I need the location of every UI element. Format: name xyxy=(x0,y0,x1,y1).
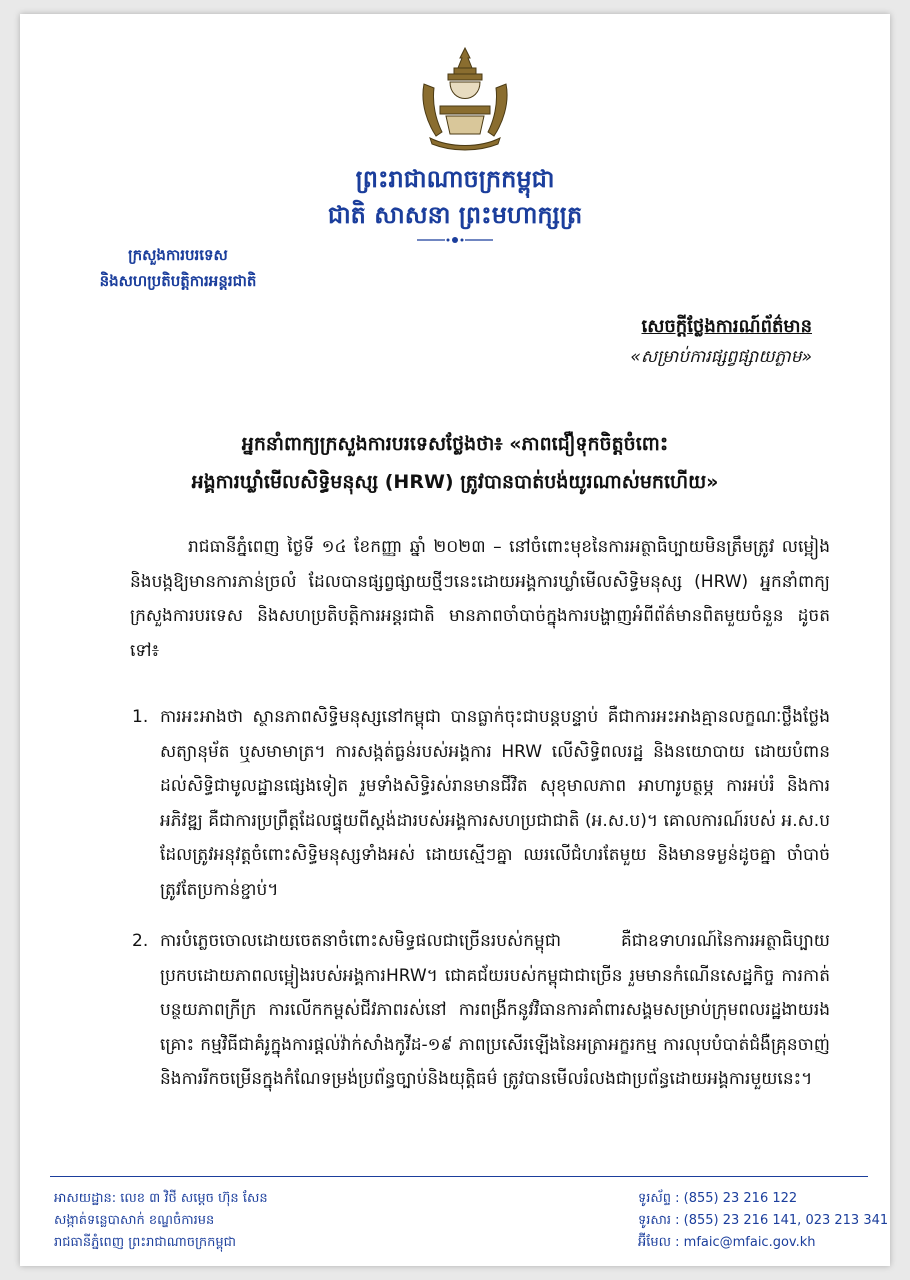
ministry-name: ក្រសួងការបរទេស xyxy=(128,246,228,264)
intro-text: រាជធានីភ្នំពេញ ថ្ងៃទី ១៤ ខែកញ្ញា ឆ្នាំ ២០២៣ – នៅចំពោះមុខនៃការអត្ថាធិប្បាយមិនត្រឹមត្រូវ លម្អៀង និងបង្កឱ្យមានការភាន់ច្រលំ ដែលបានផ្សព្វផ្សាយថ្មីៗនេះដោយអង្គការឃ្លាំមើលសិទ្ធិមនុស្ស (HRW) អ្នកនាំពាក្យក្រសួងការបរទេស និងសហប្រតិបត្តិការអន្តរជាតិ មានភាពចាំបាច់ក្នុងការបង្ហាញអំពីព័ត៌មានពិតមួយចំនួន ដូចតទៅ៖ xyxy=(130,537,830,661)
decorative-divider-icon xyxy=(415,234,495,246)
phone-number: ទូរស័ព្ទ : (855) 23 216 122 xyxy=(638,1191,798,1206)
fax-number: ទូរសារ : (855) 23 216 141, 023 213 341 xyxy=(638,1213,889,1228)
footer-divider xyxy=(50,1176,868,1177)
footer-contact xyxy=(638,1188,888,1254)
royal-coat-of-arms-icon xyxy=(410,44,520,154)
headline-line-2: អង្គការឃ្លាំមើលសិទ្ធិមនុស្ស (HRW) ត្រូវបានបាត់បង់យូរណាស់មកហើយ» xyxy=(191,471,719,493)
list-item-text: ការបំភ្លេចចោលដោយចេតនាចំពោះសមិទ្ធផលជាច្រើនរបស់កម្ពុជា គឺជាឧទាហរណ៍នៃការអត្ថាធិប្បាយប្រកបដោយភាពលម្អៀងរបស់អង្គការHRW។ ជោគជ័យរបស់កម្ពុជាជាច្រើន រួមមានកំណើនសេដ្ឋកិច្ច ការកាត់បន្ថយភាពក្រីក្រ ការលើកកម្ពស់ជីវភាពរស់នៅ ការពង្រីកនូវវិធានការគាំពារសង្គមសម្រាប់ក្រុមពលរដ្ឋងាយរងគ្រោះ កម្មវិធីជាគំរូក្នុងការផ្តល់វ៉ាក់សាំងកូវីដ-១៩ ភាពប្រសើរឡើងនៃអត្រាអក្ខរកម្ម ការលុបបំបាត់ជំងឺគ្រុនចាញ់ និងការរីកចម្រើនក្នុងកំណែទម្រង់ប្រព័ន្ធច្បាប់និងយុត្តិធម៌ ត្រូវបានមើលរំលងជាប្រព័ន្ធដោយអង្គការមួយនេះ។ xyxy=(160,931,830,1089)
ministry-name-cont: និងសហប្រតិបត្តិការអន្តរជាតិ xyxy=(99,272,257,290)
headline-line-1: អ្នកនាំពាក្យក្រសួងការបរទេសថ្លែងថា៖ «ភាពជឿទុកចិត្តចំពោះ xyxy=(241,433,669,455)
email-address: អ៊ីមែល : mfaic@mfaic.gov.kh xyxy=(638,1235,816,1250)
list-item-number: 2. xyxy=(132,931,149,951)
kingdom-title: ព្រះរាជាណាចក្រកម្ពុជា xyxy=(355,164,555,193)
list-item xyxy=(132,700,830,907)
footer-address xyxy=(54,1188,268,1254)
list-item-text: ការអះអាងថា ស្ថានភាពសិទ្ធិមនុស្សនៅកម្ពុជា បានធ្លាក់ចុះជាបន្តបន្ទាប់ គឺជាការអះអាងគ្មានលក្ខណៈថ្លឹងថ្លែង សត្យានុម័ត ឬសមាមាត្រ។ ការសង្កត់ធ្ងន់របស់អង្គការ HRW លើសិទ្ធិពលរដ្ឋ និងនយោបាយ ដោយបំពានដល់សិទ្ធិជាមូលដ្ឋានផ្សេងទៀត រួមទាំងសិទ្ធិរស់រានមានជីវិត សុខុមាលភាព អាហារូបត្ថម្ភ ការអប់រំ និងការអភិវឌ្ឍ គឺជាការប្រព្រឹត្តដែលផ្ទុយពីស្តង់ដារបស់អង្គការសហប្រជាជាតិ (អ.ស.ប)។ គោលការណ៍របស់ អ.ស.ប ដែលត្រូវអនុវត្តចំពោះសិទ្ធិមនុស្សទាំងអស់ ដោយស្មើៗគ្នា ឈរលើជំហរតែមួយ និងមានទម្ងន់ដូចគ្នា ចាំបាច់ត្រូវតែប្រកាន់ខ្ជាប់។ xyxy=(160,707,830,900)
intro-paragraph xyxy=(130,530,830,668)
list-item-number: 1. xyxy=(132,707,149,727)
press-release-page xyxy=(20,14,890,1266)
address-line: អាសយដ្ឋាន: លេខ ៣ វិថី សម្តេច ហ៊ុន សែន xyxy=(54,1191,268,1206)
address-line: រាជធានីភ្នំពេញ ព្រះរាជាណាចក្រកម្ពុជា xyxy=(54,1235,236,1250)
press-release-subtitle: «សម្រាប់ការផ្សព្វផ្សាយភ្លាម» xyxy=(630,347,812,367)
national-motto: ជាតិ សាសនា ព្រះមហាក្សត្រ xyxy=(327,200,583,229)
address-line: សង្កាត់ទន្លេបាសាក់ ខណ្ឌចំការមន xyxy=(54,1213,215,1228)
list-item xyxy=(132,924,830,1097)
press-release-title: សេចក្តីថ្លែងការណ៍ព័ត៌មាន xyxy=(641,316,812,337)
